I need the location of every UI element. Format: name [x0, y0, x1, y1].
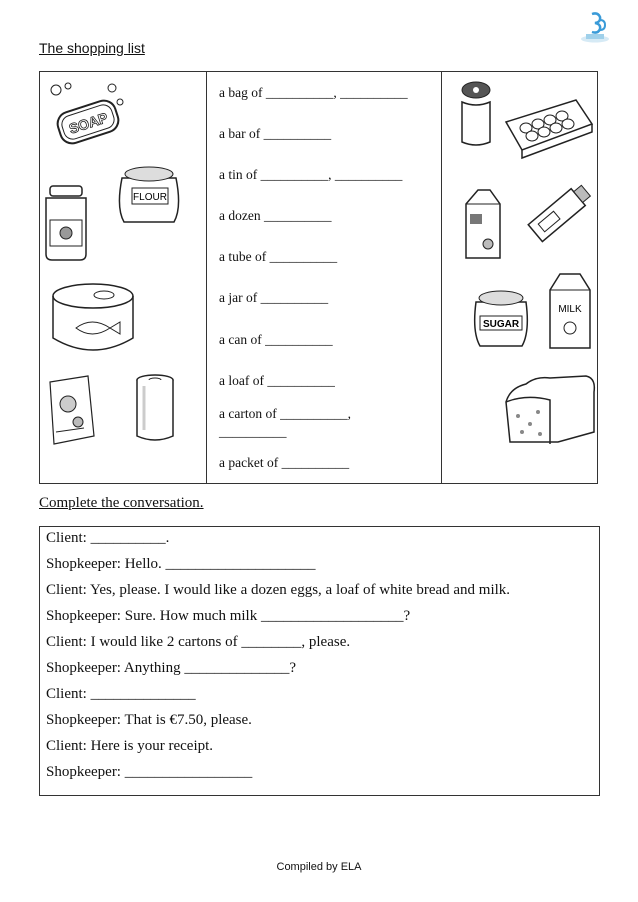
shopping-item: a packet of __________ — [219, 455, 350, 470]
shopping-item: a jar of __________ — [219, 290, 329, 305]
page-title: The shopping list — [39, 40, 145, 56]
chips-packet-picture — [44, 372, 98, 448]
bread-loaf-picture — [498, 372, 596, 444]
conversation-line: Shopkeeper: Sure. How much milk ___________________? — [46, 608, 411, 624]
conversation-line: Shopkeeper: Hello. ____________________ — [46, 556, 316, 572]
soap-label: SOAP — [66, 109, 110, 137]
shopping-items-column — [207, 72, 442, 483]
conversation-line: Client: ______________ — [46, 686, 196, 702]
flour-label: FLOUR — [133, 192, 167, 203]
toothpaste-tube-picture — [522, 176, 600, 246]
shopping-item: a bar of __________ — [219, 126, 332, 141]
footer-credit: Compiled by ELA — [276, 861, 362, 873]
tin-fish-picture — [48, 282, 138, 354]
conversation-line: Shopkeeper: _________________ — [46, 764, 253, 780]
milk-carton-picture — [462, 186, 504, 262]
flour-bag-picture — [112, 158, 184, 228]
conversation-line: Shopkeeper: Anything ______________? — [46, 660, 296, 676]
shopping-item: a can of __________ — [219, 332, 333, 347]
conversation-line: Shopkeeper: That is €7.50, please. — [46, 712, 252, 728]
shopping-item: a loaf of __________ — [219, 373, 335, 388]
milk-box-picture — [546, 270, 594, 352]
ela-logo — [578, 10, 612, 46]
pictures-right-column — [442, 72, 597, 483]
shopping-item: a carton of __________, — [219, 406, 351, 421]
shopping-item: __________ — [219, 424, 287, 439]
conversation-box — [39, 526, 600, 796]
eggs-box-picture — [498, 92, 596, 164]
conversation-title: Complete the conversation. — [39, 495, 204, 511]
soap-picture — [48, 80, 126, 150]
shopping-list-table — [39, 71, 598, 484]
milk-label: MILK — [558, 304, 582, 315]
shopping-item: a bag of __________, __________ — [219, 85, 408, 100]
sugar-bag-picture — [468, 278, 534, 350]
conversation-line: Client: Yes, please. I would like a dozen eggs, a loaf of white bread and milk. — [46, 582, 511, 598]
jam-jar-picture — [40, 184, 92, 262]
shopping-item: a tube of __________ — [219, 249, 338, 264]
shopping-item: a dozen __________ — [219, 208, 332, 223]
pictures-left-column — [40, 72, 207, 483]
sugar-label: SUGAR — [482, 319, 520, 330]
conversation-line: Client: Here is your receipt. — [46, 738, 214, 754]
tin-can-picture — [456, 80, 496, 150]
conversation-line: Client: I would like 2 cartons of ________, please. — [46, 634, 351, 650]
can-picture — [132, 372, 178, 444]
conversation-line: Client: __________. — [46, 530, 170, 546]
shopping-item: a tin of __________, __________ — [219, 167, 403, 182]
